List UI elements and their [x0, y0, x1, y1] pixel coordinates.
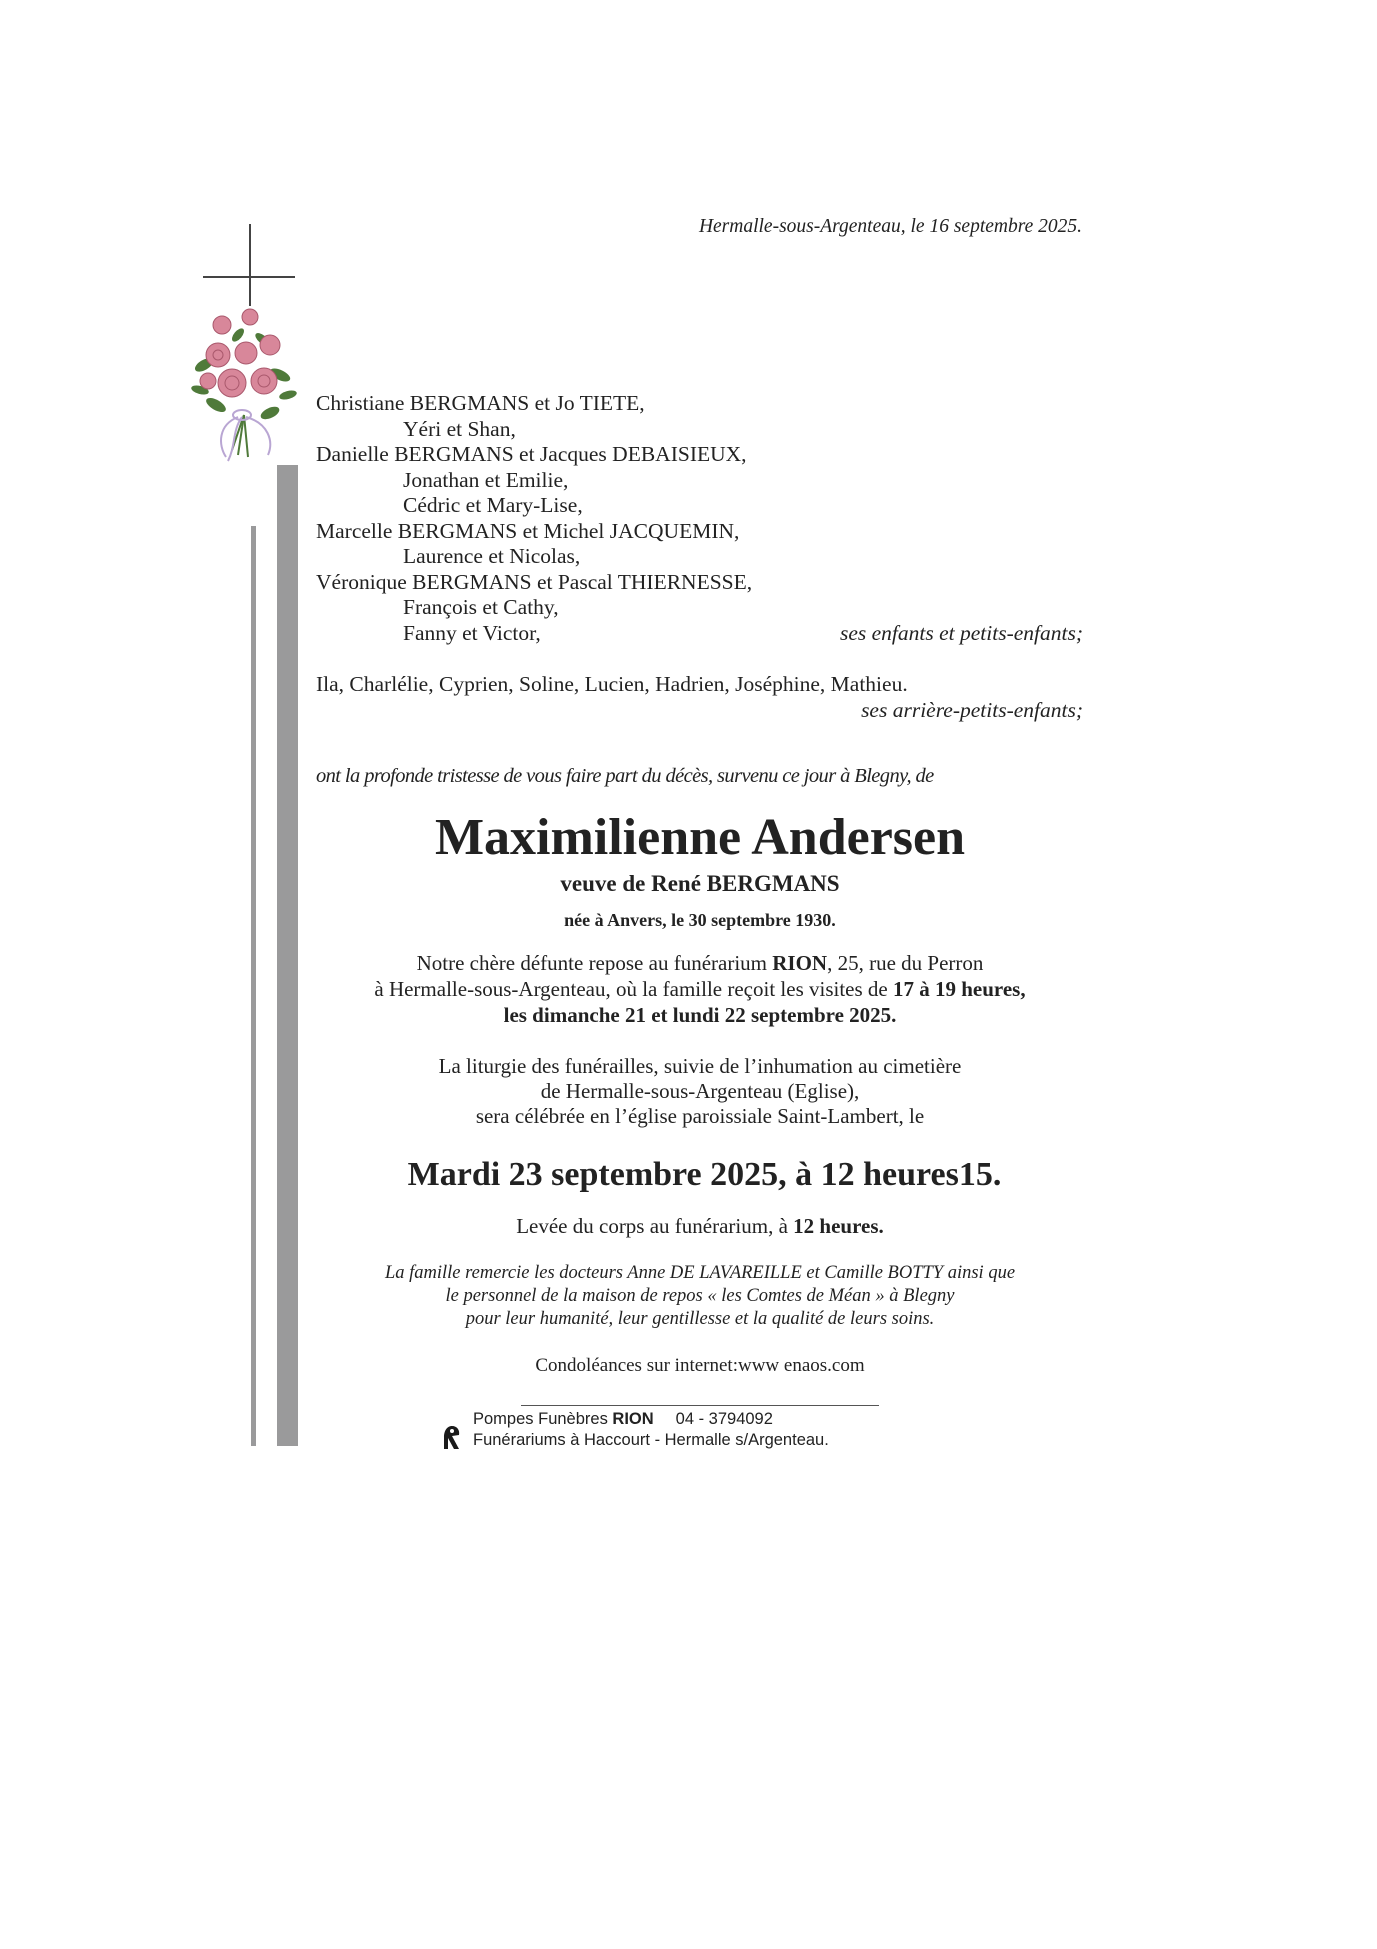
birth-info: née à Anvers, le 30 septembre 1930. [564, 910, 836, 930]
thanks-line: pour leur humanité, leur gentillesse et la qualité de leurs soins. [465, 1309, 935, 1329]
funeral-home-name: RION [772, 951, 828, 975]
family-line: Christiane BERGMANS et Jo TIETE, [316, 391, 645, 415]
footer-divider [521, 1405, 879, 1406]
deceased-name: Maximilienne Andersen [434, 809, 966, 866]
levee-time: 12 heures. [793, 1214, 884, 1238]
roses-bouquet-icon [188, 305, 300, 465]
liturgy-line: sera célébrée en l’église paroissiale Saint-Lambert, le [475, 1104, 925, 1128]
family-line: Cédric et Mary-Lise, [403, 493, 583, 517]
family-line: François et Cathy, [403, 595, 559, 619]
footer-line-2: Funérariums à Haccourt - Hermalle s/Argenteau. [473, 1431, 829, 1449]
visitation-line-2 [0, 977, 1377, 1002]
levee-text: Levée du corps au funérarium, à [516, 1214, 794, 1238]
family-line: Marcelle BERGMANS et Michel JACQUEMIN, [316, 518, 740, 543]
family-line: Danielle BERGMANS et Jacques DEBAISIEUX, [316, 442, 747, 466]
family-line: Yéri et Shan, [403, 416, 516, 441]
thanks-line: le personnel de la maison de repos « les Comtes de Méan » à Blegny [445, 1286, 955, 1306]
family-line: Laurence et Nicolas, [403, 544, 581, 568]
visitation-line-1 [0, 951, 1377, 976]
widow-of: veuve de René BERGMANS [560, 871, 840, 896]
children-label: ses enfants et petits-enfants; [839, 620, 1083, 645]
family-line: Véronique BERGMANS et Pascal THIERNESSE, [316, 569, 753, 594]
footer-company-name: RION [612, 1410, 654, 1428]
visitation-address: , 25, rue du Perron [827, 951, 984, 975]
visitation-days: les dimanche 21 et lundi 22 septembre 2025. [503, 1003, 897, 1027]
visiting-hours: 17 à 19 heures, [892, 977, 1026, 1001]
footer-company: Pompes Funèbres [473, 1410, 613, 1428]
great-grandchildren-label: ses arrière-petits-enfants; [861, 698, 1083, 722]
announcement: ont la profonde tristesse de vous faire part du décès, survenu ce jour à Blegny, de [316, 765, 934, 787]
family-line: Fanny et Victor, [403, 620, 541, 645]
footer-line-1 [473, 1410, 773, 1429]
cross-icon-horizontal [203, 276, 295, 278]
cross-icon-vertical [249, 224, 251, 306]
condolences: Condoléances sur internet:www enaos.com [535, 1355, 865, 1376]
liturgy-line: La liturgie des funérailles, suivie de l’inhumation au cimetière [438, 1054, 962, 1078]
funeral-home-logo-icon [441, 1423, 463, 1451]
visitation-text: Notre chère défunte repose au funérarium [416, 951, 773, 975]
levee-du-corps [0, 1214, 1377, 1239]
visitation-text: à Hermalle-sous-Argenteau, où la famille reçoit les visites de [374, 977, 893, 1001]
ceremony-date: Mardi 23 septembre 2025, à 12 heures15. [407, 1156, 1002, 1193]
place-date: Hermalle-sous-Argenteau, le 16 septembre 2025. [698, 216, 1082, 237]
family-line: Jonathan et Emilie, [403, 467, 569, 492]
thanks-line: La famille remercie les docteurs Anne DE LAVAREILLE et Camille BOTTY ainsi que [384, 1263, 1016, 1283]
great-grandchildren: Ila, Charlélie, Cyprien, Soline, Lucien, Hadrien, Joséphine, Mathieu. [316, 672, 908, 696]
footer-phone: 04 - 3794092 [675, 1410, 773, 1428]
liturgy-line: de Hermalle-sous-Argenteau (Eglise), [540, 1079, 860, 1103]
